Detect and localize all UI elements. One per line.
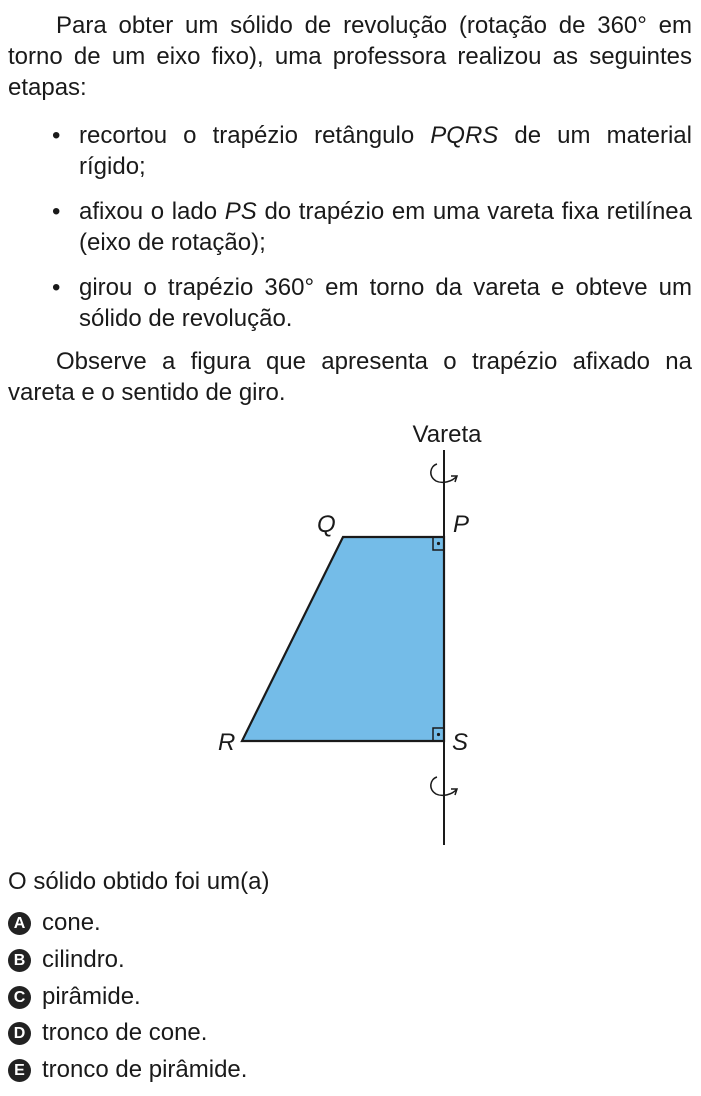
figure-intro-paragraph: Observe a figura que apresenta o trapézio afixado na vareta e o sentido de giro. — [8, 348, 692, 406]
vertex-label-r: R — [218, 729, 236, 756]
option-e[interactable] — [8, 1056, 247, 1084]
bullet-dot: • — [52, 198, 61, 225]
option-letter-badge: C — [8, 986, 31, 1009]
right-angle-dot-p — [437, 542, 440, 545]
option-letter-badge: B — [8, 949, 31, 972]
option-text: pirâmide. — [42, 983, 141, 1010]
step-2-text: afixou o lado PS do trapézio em uma vareta fixa retilínea (eixo de rotação); — [79, 198, 692, 256]
option-letter-badge: E — [8, 1059, 31, 1082]
question-text: O sólido obtido foi um(a) — [8, 868, 270, 895]
option-d[interactable] — [8, 1019, 207, 1047]
option-letter-badge: D — [8, 1022, 31, 1045]
option-c[interactable] — [8, 983, 141, 1011]
right-angle-dot-s — [437, 733, 440, 736]
option-text: tronco de cone. — [42, 1019, 208, 1046]
option-letter-badge: A — [8, 912, 31, 935]
option-text: cone. — [42, 909, 101, 936]
option-a[interactable] — [8, 909, 101, 937]
trapezoid-pqrs — [242, 537, 444, 741]
vertex-label-s: S — [452, 729, 469, 756]
axis-label: Vareta — [412, 421, 482, 448]
vertex-label-p: P — [453, 511, 470, 538]
option-text: cilindro. — [42, 946, 125, 973]
intro-paragraph: Para obter um sólido de revolução (rotação de 360° em torno de um eixo fixo), uma professora realizou as seguintes etapas: — [8, 12, 692, 101]
option-text: tronco de pirâmide. — [42, 1056, 248, 1083]
option-b[interactable] — [8, 946, 125, 974]
bullet-dot: • — [52, 122, 61, 149]
step-3-text: girou o trapézio 360° em torno da vareta e obteve um sólido de revolução. — [79, 274, 692, 332]
vertex-label-q: Q — [317, 511, 336, 538]
step-1-text: recortou o trapézio retângulo PQRS de um material rígido; — [79, 122, 692, 180]
bullet-dot: • — [52, 274, 61, 301]
